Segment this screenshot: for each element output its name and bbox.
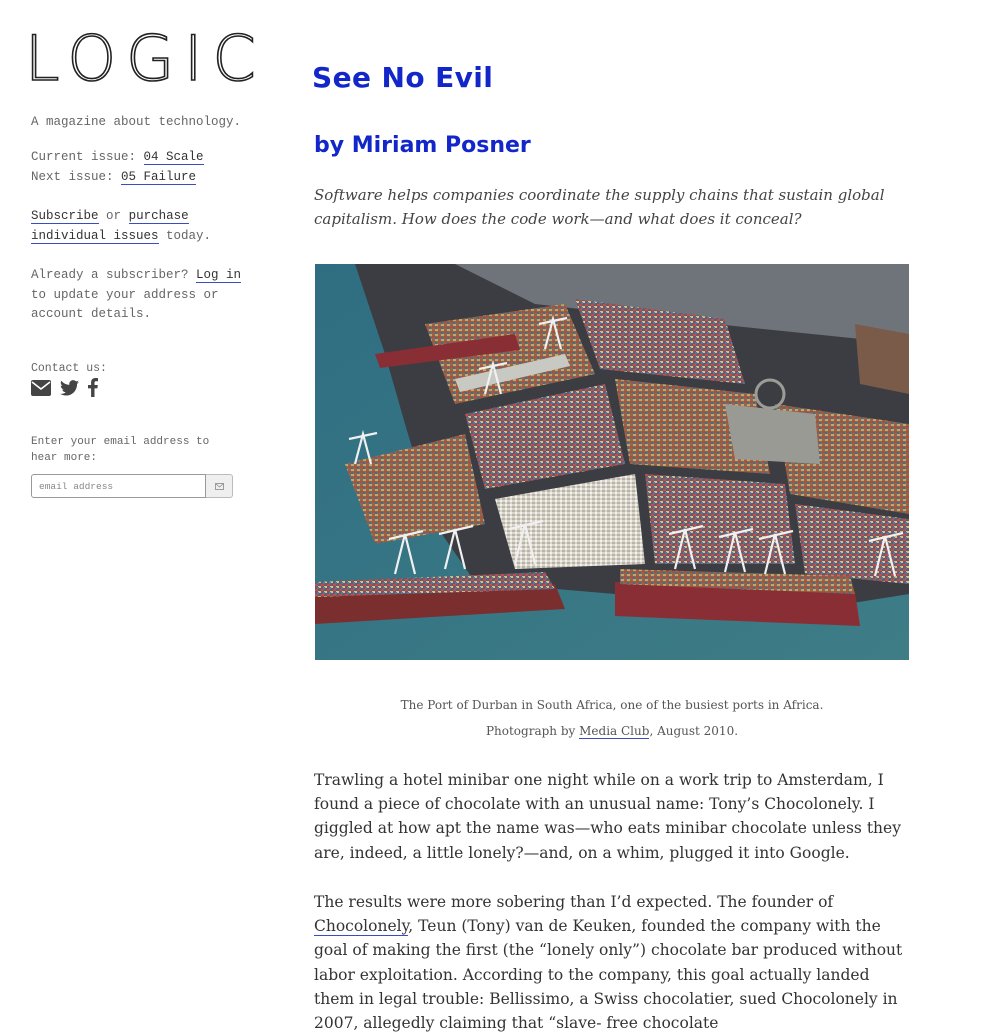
- paragraph-2-prefix: The results were more sobering than I’d expected. The founder of: [314, 893, 834, 911]
- logo[interactable]: LOGIC: [25, 22, 266, 95]
- or-text: or: [106, 209, 122, 223]
- envelope-icon: [215, 483, 224, 490]
- photo-credit: [314, 724, 910, 738]
- social-links: [31, 378, 98, 397]
- media-club-link[interactable]: Media Club: [579, 724, 650, 738]
- purchase-issues-link[interactable]: purchase individual issues: [31, 209, 189, 243]
- article-title: See No Evil: [312, 61, 494, 94]
- subscribe-text: [31, 207, 246, 246]
- update-account-text: to update your address or account details.: [31, 287, 219, 321]
- article-byline: by Miriam Posner: [314, 133, 531, 158]
- chocolonely-link[interactable]: Chocolonely: [314, 917, 409, 936]
- envelope-icon[interactable]: [31, 380, 51, 396]
- subscribe-link[interactable]: Subscribe: [31, 209, 99, 223]
- current-issue-label: Current issue:: [31, 150, 137, 164]
- photo-credit-date: , August 2010.: [649, 724, 739, 738]
- email-submit-button[interactable]: [206, 474, 233, 498]
- newsletter-form: [31, 474, 233, 498]
- port-photo: [315, 264, 909, 660]
- email-input[interactable]: [31, 474, 206, 498]
- paragraph-2-body: , Teun (Tony) van de Keuken, founded the company with the goal of making the first (the “lonely only”) chocolate bar produced without labor exploitation. According to the company, this goal actually landed them in legal trouble: Bellissimo, a Swiss chocolatier, sued Chocolonely in 2007, allegedly claiming that “slave- free chocolate: [314, 917, 903, 1033]
- photo-caption: The Port of Durban in South Africa, one of the busiest ports in Africa.: [400, 698, 824, 712]
- login-text: [31, 266, 246, 325]
- next-issue-label: Next issue:: [31, 169, 114, 184]
- article-paragraph-2: [314, 890, 910, 1035]
- tagline: A magazine about technology.: [31, 115, 242, 129]
- today-text: today.: [166, 228, 212, 243]
- twitter-icon[interactable]: [60, 380, 79, 396]
- contact-label: Contact us:: [31, 362, 107, 375]
- facebook-icon[interactable]: [88, 378, 98, 397]
- article-paragraph-1: Trawling a hotel minibar one night while on a work trip to Amsterdam, I found a piece of chocolate with an unusual name: Tony’s Chocolonely. I giggled at how apt the name was—who eats minibar chocolate unless they are, indeed, a little lonely?—and, on a whim, plugged it into Google.: [314, 771, 901, 862]
- next-issue-link[interactable]: 05 Failure: [121, 169, 197, 184]
- photo-credit-prefix: Photograph by: [485, 724, 576, 738]
- issue-links: [31, 148, 246, 187]
- login-link[interactable]: Log in: [196, 268, 242, 282]
- current-issue-link[interactable]: 04 Scale: [143, 150, 204, 164]
- article-dek: Software helps companies coordinate the supply chains that sustain global capitalism. How does the code work—and what does it conceal?: [314, 186, 885, 228]
- newsletter-label: Enter your email address to hear more:: [31, 436, 210, 464]
- already-subscriber-text: Already a subscriber?: [31, 268, 189, 282]
